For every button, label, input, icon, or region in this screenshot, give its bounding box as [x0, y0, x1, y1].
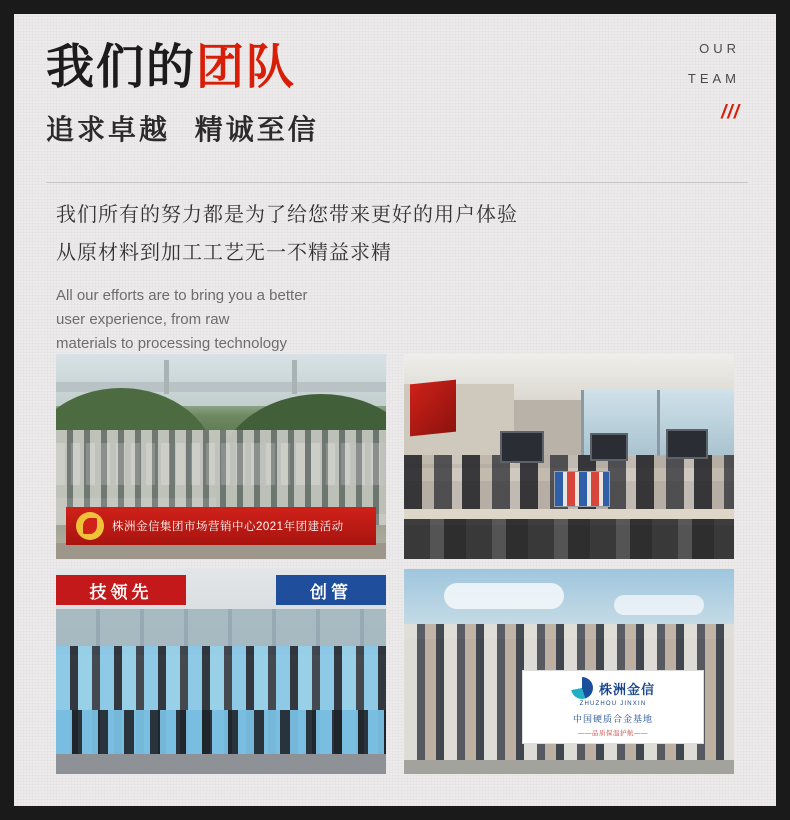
company-logo-icon	[571, 677, 593, 699]
corner-label-line-1: OUR	[699, 41, 740, 56]
cloud-icon	[444, 583, 564, 609]
intro-cn-line-1: 我们所有的努力都是为了给您带来更好的用户体验	[56, 204, 518, 226]
bridge-tower-left	[164, 360, 169, 394]
page-title-red: 团队	[196, 41, 297, 94]
page-subtitle-part-1: 追求卓越	[46, 113, 171, 145]
pavement-strip	[56, 754, 386, 774]
window-mullion	[657, 390, 660, 456]
wall-flag-icon	[410, 380, 456, 437]
content-sheet	[14, 14, 776, 806]
white-banner	[522, 670, 704, 744]
company-seal-icon	[76, 512, 104, 540]
intro-en-line-3: materials to processing technology	[56, 335, 287, 352]
ground-strip	[56, 543, 386, 559]
page-subtitle-part-2: 精诚至信	[194, 113, 319, 145]
banner-company-name: 株洲金信	[598, 681, 655, 697]
banner-company-pinyin: ZHUZHOU JINXIN	[579, 701, 647, 707]
team-photo-blue-shirts	[56, 569, 386, 774]
team-photo-outdoor-banner	[404, 569, 734, 774]
corner-label-line-2: TEAM	[687, 71, 740, 86]
red-banner	[66, 507, 376, 545]
intro-cn-line-2: 从原材料到加工工艺无一不精益求精	[56, 242, 392, 264]
file-folders	[554, 471, 610, 507]
intro-en-line-1: All our efforts are to bring you a better	[56, 287, 308, 304]
team-kneeling-row	[56, 710, 386, 756]
office-chairs	[404, 519, 734, 559]
monitor-icon	[500, 431, 544, 463]
divider	[46, 182, 748, 183]
intro-en	[56, 284, 746, 356]
intro-en-line-2: user experience, from raw	[56, 311, 230, 328]
team-photo-bridge	[56, 354, 386, 559]
banner-logo-row	[571, 677, 655, 699]
banner-slogan: 中国硬质合金基地	[572, 714, 653, 724]
sign-right-text: 创管	[276, 575, 386, 605]
banner-slogan-secondary: ——品质保温护航——	[578, 730, 648, 737]
page-title-black: 我们的	[46, 41, 197, 94]
bridge-tower-right	[292, 360, 297, 394]
intro-block	[56, 196, 746, 356]
office-workspace-photo	[404, 354, 734, 559]
cloud-icon	[614, 595, 704, 615]
red-banner-text: 株洲金信集团市场营销中心2021年团建活动	[112, 521, 344, 533]
corner-label	[620, 34, 740, 124]
sign-left-text: 技领先	[56, 575, 186, 605]
photo-grid	[56, 354, 736, 774]
ground-strip	[404, 760, 734, 774]
slash-accent-icon: ///	[721, 102, 740, 123]
monitor-icon	[666, 429, 708, 459]
monitor-icon	[590, 433, 628, 461]
